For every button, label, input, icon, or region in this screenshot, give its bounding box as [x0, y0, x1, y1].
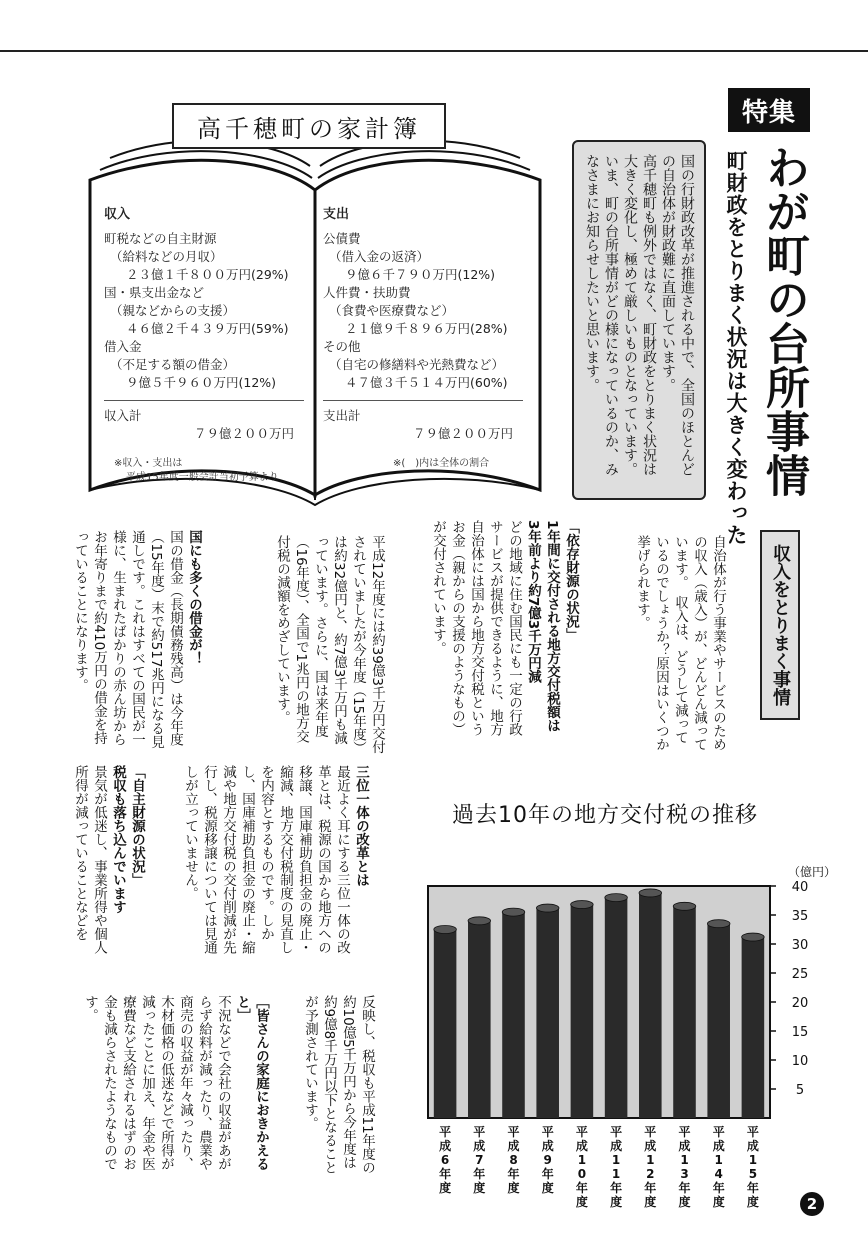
bar — [639, 893, 662, 1118]
book-title: 高千穂町の家計簿 — [172, 103, 446, 149]
x-tick-label: 平成 7 年度 — [473, 1125, 486, 1195]
x-tick-label: 平成 1 0 年度 — [575, 1125, 588, 1209]
paragraph: 自治体が行う事業やサービスのための収入（歳入）が、どんどん減っています。 収入は、どうして減っているのでしょうか？原因はいくつか挙げられます。 — [634, 535, 726, 751]
ledger-pct: (28%) — [470, 321, 508, 336]
y-tick-label: 25 — [791, 967, 809, 982]
chart-title: 過去10年の地方交付税の推移 — [452, 803, 758, 828]
ledger-label: 人件費・扶助費 — [323, 285, 411, 300]
bar — [571, 905, 594, 1118]
sub-title: 町財政をとりまく状況は大きく変わった — [724, 150, 748, 546]
ledger-pct: (12%) — [238, 375, 277, 390]
ledger-amount: ２１億９千８９６万円 — [345, 321, 471, 336]
x-tick-label: 平成 1 4 年度 — [712, 1125, 725, 1209]
bar — [468, 921, 491, 1118]
bar-cap — [605, 894, 628, 902]
ledger-label: 町税などの自主財源 — [104, 231, 217, 246]
bar-cap — [468, 917, 491, 925]
page-number: 2 — [800, 1192, 824, 1216]
subheading: 国にも多くの借金が！ — [186, 530, 202, 665]
bar-cap — [673, 902, 696, 910]
text-column — [632, 535, 727, 755]
text-column — [180, 765, 370, 960]
text-column — [272, 535, 386, 755]
intro-paragraph: 国の行財政改革が推進される中で、全国のほとんどの自治体が財政難に直面しています。 — [660, 154, 695, 476]
ledger-pct: (59%) — [251, 321, 289, 336]
bar-cap — [707, 920, 730, 928]
y-tick-label: 15 — [791, 1025, 809, 1040]
x-tick-label: 平成 1 1 年度 — [610, 1125, 623, 1209]
x-tick-label: 平成 8 年度 — [507, 1125, 520, 1195]
paragraph: 最近よく耳にする三位一体の改革とは、税源の国から地方への移譲、国庫補助負担金の廃止・縮減、地方交付税制度の見直しを内容とするものです。しかし、国庫補助負担金の廃止・縮減や地方交付税の交付削減が先行し、税源移譲については見通しが立っていません。 — [182, 765, 350, 954]
y-tick-label: 10 — [791, 1054, 809, 1069]
intro-paragraph: 高千穂町も例外ではなく、町財政をとりまく状況は大きく変化し、極めて厳しいものとなっています。 — [622, 154, 657, 476]
expense-note: ※( )内は全体の割合 — [393, 458, 490, 469]
subheading: 「自主財源の状況」 — [129, 765, 145, 887]
bar — [502, 912, 525, 1118]
text-column — [80, 995, 270, 1180]
bar — [536, 908, 559, 1118]
text-column — [70, 765, 146, 960]
ledger-sub: （借入金の返済） — [329, 249, 430, 264]
bar — [707, 924, 730, 1118]
subheading: 3年前より約7億3千万円減 — [525, 520, 541, 684]
bar-cap — [434, 926, 457, 934]
feature-label: 特集 — [728, 88, 810, 132]
ledger-sub: （食費や医療費など） — [329, 303, 455, 318]
ledger-sub: （親などからの支援） — [110, 303, 236, 318]
ledger-amount: ２３億１千８００万円 — [126, 267, 252, 282]
y-tick-label: 40 — [791, 880, 809, 895]
ledger-sub: （不足する額の借金） — [110, 357, 236, 372]
expense-ledger — [323, 206, 523, 471]
ledger-sub: （給料などの月収） — [110, 249, 223, 264]
paragraph: 景気が低迷し、事業所得や個人所得が減っていることなどを — [72, 765, 107, 954]
top-rule — [0, 50, 868, 52]
expense-heading: 支出 — [323, 207, 350, 222]
text-column — [428, 520, 580, 740]
income-note: 平成15年度一般会計当初予算より — [126, 472, 279, 483]
income-total: ７９億２００万円 — [193, 426, 294, 441]
bar-cap — [571, 901, 594, 909]
paragraph: どの地域に住む国民にも一定の行政サービスが提供できるように、地方自治体には国から地方交付税というお金（親からの支援のようなもの）が交付されています。 — [430, 520, 522, 736]
text-column — [70, 530, 203, 750]
x-tick-label: 平成 6 年度 — [439, 1125, 452, 1195]
subheading: 三位一体の改革とは — [353, 765, 369, 887]
y-tick-label: 35 — [791, 909, 809, 924]
income-ledger — [104, 206, 304, 485]
income-heading: 収入 — [104, 207, 131, 222]
paragraph: 国の借金（長期債務残高）は今年度（15年度）末で約517兆円になる見通しです。これはすべての国民が一様に、生まれたばかりの赤ん坊からお年寄りまで約410万円の借金を持っていることになります。 — [72, 530, 183, 749]
subheading: ［皆さんの家庭におきかえると］ — [234, 995, 269, 1171]
x-tick-label: 平成 1 5 年度 — [746, 1125, 759, 1209]
x-tick-label: 平成 1 2 年度 — [644, 1125, 657, 1209]
bar-chart — [420, 860, 837, 1209]
ledger-label: 公債費 — [323, 231, 361, 246]
bar-cap — [639, 889, 662, 897]
income-note: ※収入・支出は — [114, 458, 183, 469]
main-title: わが町の台所事情 — [758, 145, 809, 497]
bar-cap — [536, 904, 559, 912]
income-total-label: 収入計 — [104, 408, 142, 423]
bar — [605, 898, 628, 1118]
paragraph: 反映し、税収も平成11年度の約10億5千万円から今年度は約9億8千万円以下となることが予測されています。 — [302, 995, 375, 1175]
y-axis-label: （億円） — [788, 865, 837, 879]
ledger-sub: （自宅の修繕料や光熱費など） — [329, 357, 505, 372]
expense-total-label: 支出計 — [323, 408, 361, 423]
y-tick-label: 5 — [795, 1083, 805, 1098]
ledger-pct: (60%) — [470, 375, 508, 390]
subheading: 「依存財源の状況」 — [563, 520, 579, 642]
x-tick-label: 平成 9 年度 — [541, 1125, 554, 1195]
x-tick-label: 平成 1 3 年度 — [678, 1125, 691, 1209]
intro-box — [572, 140, 706, 500]
ledger-label: 借入金 — [104, 339, 142, 354]
section-heading: 収入をとりまく事情 — [760, 530, 800, 720]
bar — [434, 930, 457, 1119]
y-tick-label: 20 — [791, 996, 809, 1011]
ledger-amount: ９億５千９６０万円 — [126, 375, 239, 390]
subheading: 税収も落ち込んでいます — [110, 765, 126, 914]
ledger-label: 国・県支出金など — [104, 285, 205, 300]
ledger-amount: ４６億２千４３９万円 — [126, 321, 252, 336]
ledger-amount: ９億６千７９０万円 — [345, 267, 458, 282]
paragraph: 不況などで会社の収益があがらず給料が減ったり、農業や商売の収益が年々減ったり、木材価格の低迷などで所得が減ったことに加え、年金や医療費など支給されるはずのお金も減らされたようなものです。 — [82, 995, 231, 1171]
bar-cap — [742, 933, 765, 941]
expense-total: ７９億２００万円 — [412, 426, 513, 441]
ledger-pct: (29%) — [251, 267, 289, 282]
subheading: 1年間に交付される地方交付税額は — [544, 520, 560, 732]
bar-cap — [502, 908, 525, 916]
paragraph: 平成12年度には約39億3千万円交付されていましたが今年度（15年度）は約32億円と、約7億3千万円も減っています。さらに、国は来年度（16年度）、全国で1兆円の地方交付税の減額をめざしています。 — [274, 535, 385, 755]
ledger-amount: ４７億３千５１４万円 — [345, 375, 471, 390]
y-tick-label: 30 — [791, 938, 809, 953]
ledger-label: その他 — [323, 339, 361, 354]
bar — [673, 906, 696, 1118]
ledger-pct: (12%) — [457, 267, 496, 282]
intro-paragraph: いま、町の台所事情がどの様になっているのか、みなさまにお知らせしたいと思います。 — [584, 154, 619, 476]
bar — [742, 937, 765, 1118]
text-column — [300, 995, 376, 1180]
